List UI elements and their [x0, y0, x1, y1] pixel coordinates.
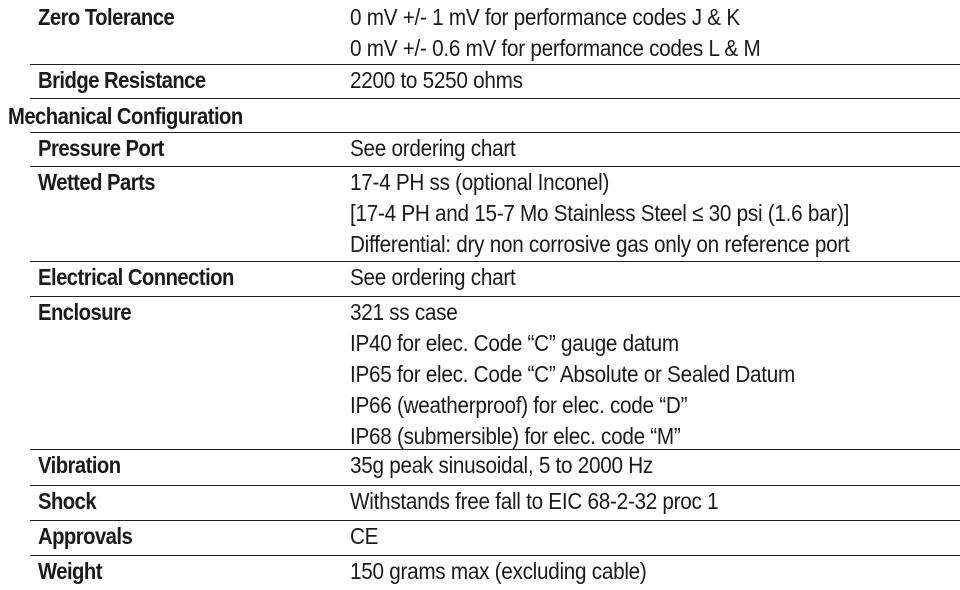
spec-label: Zero Tolerance [38, 4, 175, 30]
spec-values [350, 297, 795, 452]
spec-value-line: CE [350, 523, 379, 549]
spec-values [350, 65, 523, 96]
spec-label: Wetted Parts [38, 169, 156, 195]
spec-row-enclosure [30, 297, 960, 450]
spec-value-line: IP68 (submersible) for elec. code “M” [350, 423, 681, 449]
spec-row-zero-tolerance [30, 2, 960, 65]
spec-values [350, 262, 515, 293]
spec-value-line: Differential: dry non corrosive gas only on reference port [350, 231, 850, 257]
spec-row-weight [30, 556, 960, 590]
spec-value-line: [17-4 PH and 15-7 Mo Stainless Steel ≤ 30 psi (1.6 bar)] [350, 200, 850, 226]
spec-label: Bridge Resistance [38, 67, 206, 93]
spec-value-line: 35g peak sinusoidal, 5 to 2000 Hz [350, 452, 653, 478]
spec-value-line: 150 grams max (excluding cable) [350, 558, 647, 584]
spec-row-pressure-port [30, 132, 960, 167]
spec-values [350, 2, 760, 64]
spec-value-line: IP66 (weatherproof) for elec. code “D” [350, 392, 688, 418]
spec-value-line: See ordering chart [350, 264, 516, 290]
section-title: Mechanical Configuration [8, 103, 243, 129]
spec-value-line: 0 mV +/- 1 mV for performance codes J & K [350, 4, 740, 30]
spec-label: Enclosure [38, 299, 132, 325]
spec-value-line: See ordering chart [350, 135, 516, 161]
spec-row-vibration [30, 450, 960, 486]
spec-value-line: 0 mV +/- 0.6 mV for performance codes L & M [350, 35, 761, 61]
spec-label: Vibration [38, 452, 121, 478]
spec-row-electrical-connection [30, 262, 960, 297]
spec-value-line: 321 ss case [350, 299, 458, 325]
spec-value-line: Withstands free fall to EIC 68-2-32 proc 1 [350, 488, 719, 514]
spec-label: Weight [38, 558, 102, 584]
spec-values [350, 133, 515, 164]
spec-value-line: 2200 to 5250 ohms [350, 67, 523, 93]
spec-label: Shock [38, 488, 97, 514]
spec-label: Pressure Port [38, 135, 164, 161]
spec-label: Electrical Connection [38, 264, 234, 290]
spec-label: Approvals [38, 523, 133, 549]
spec-values [350, 486, 718, 517]
spec-values [350, 556, 647, 587]
spec-row-shock [30, 486, 960, 521]
spec-values [350, 167, 849, 260]
spec-row-approvals [30, 521, 960, 556]
spec-values [350, 450, 653, 481]
spec-value-line: IP65 for elec. Code “C” Absolute or Sealed Datum [350, 361, 795, 387]
spec-row-wetted-parts [30, 167, 960, 262]
spec-value-line: 17-4 PH ss (optional Inconel) [350, 169, 610, 195]
spec-row-bridge-resistance [30, 65, 960, 99]
spec-values [350, 521, 378, 552]
spec-value-line: IP40 for elec. Code “C” gauge datum [350, 330, 679, 356]
